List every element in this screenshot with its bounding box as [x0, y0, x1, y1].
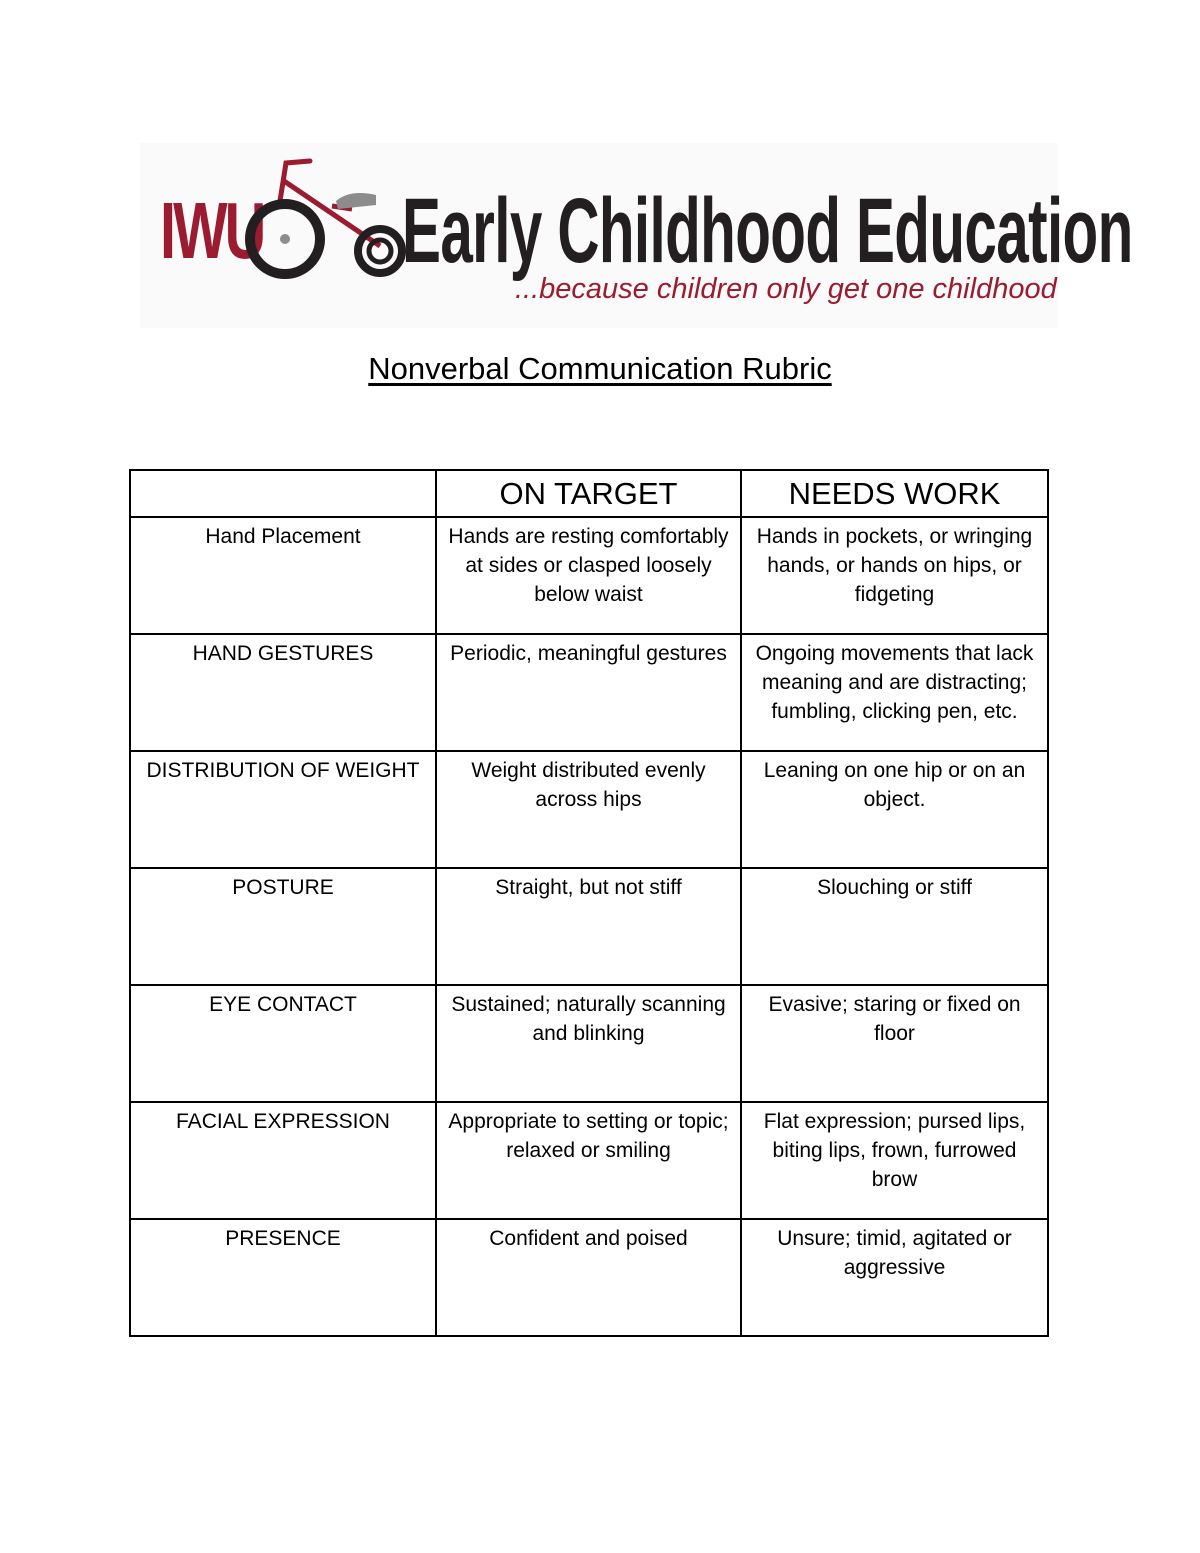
criteria-cell: Hand Placement: [130, 517, 436, 634]
needs-work-cell: Unsure; timid, agitated or aggressive: [741, 1219, 1048, 1336]
on-target-cell: Sustained; naturally scanning and blinking: [436, 985, 741, 1102]
table-row: [130, 868, 1048, 985]
criteria-cell: EYE CONTACT: [130, 985, 436, 1102]
needs-work-cell: Evasive; staring or fixed on floor: [741, 985, 1048, 1102]
header-criteria: [130, 470, 436, 517]
table-row: [130, 751, 1048, 868]
logo: [140, 143, 1133, 328]
needs-work-cell: Ongoing movements that lack meaning and are distracting; fumbling, clicking pen, etc.: [741, 634, 1048, 751]
table-row: [130, 985, 1048, 1102]
on-target-cell: Periodic, meaningful gestures: [436, 634, 741, 751]
header-needs-work: NEEDS WORK: [741, 470, 1048, 517]
table-row: [130, 634, 1048, 751]
document-title: Nonverbal Communication Rubric: [368, 351, 832, 386]
header-on-target: ON TARGET: [436, 470, 741, 517]
criteria-cell: FACIAL EXPRESSION: [130, 1102, 436, 1219]
table-row: [130, 1219, 1048, 1336]
needs-work-cell: Hands in pockets, or wringing hands, or hands on hips, or fidgeting: [741, 517, 1048, 634]
table-row: [130, 517, 1048, 634]
on-target-cell: Straight, but not stiff: [436, 868, 741, 985]
header-row: [130, 470, 1048, 517]
logo-abbreviation: IWU: [160, 186, 264, 275]
rubric-table: [129, 469, 1049, 1337]
needs-work-cell: Slouching or stiff: [741, 868, 1048, 985]
tricycle-icon: [240, 151, 420, 281]
criteria-cell: HAND GESTURES: [130, 634, 436, 751]
logo-name: Early Childhood Education: [402, 180, 1133, 282]
logo-tagline: ...because children only get one childhood: [515, 273, 1057, 305]
needs-work-cell: Leaning on one hip or on an object.: [741, 751, 1048, 868]
table-row: [130, 1102, 1048, 1219]
on-target-cell: Hands are resting comfortably at sides or clasped loosely below waist: [436, 517, 741, 634]
on-target-cell: Confident and poised: [436, 1219, 741, 1336]
on-target-cell: Appropriate to setting or topic; relaxed or smiling: [436, 1102, 741, 1219]
criteria-cell: POSTURE: [130, 868, 436, 985]
criteria-cell: PRESENCE: [130, 1219, 436, 1336]
on-target-cell: Weight distributed evenly across hips: [436, 751, 741, 868]
needs-work-cell: Flat expression; pursed lips, biting lips, frown, furrowed brow: [741, 1102, 1048, 1219]
criteria-cell: DISTRIBUTION OF WEIGHT: [130, 751, 436, 868]
